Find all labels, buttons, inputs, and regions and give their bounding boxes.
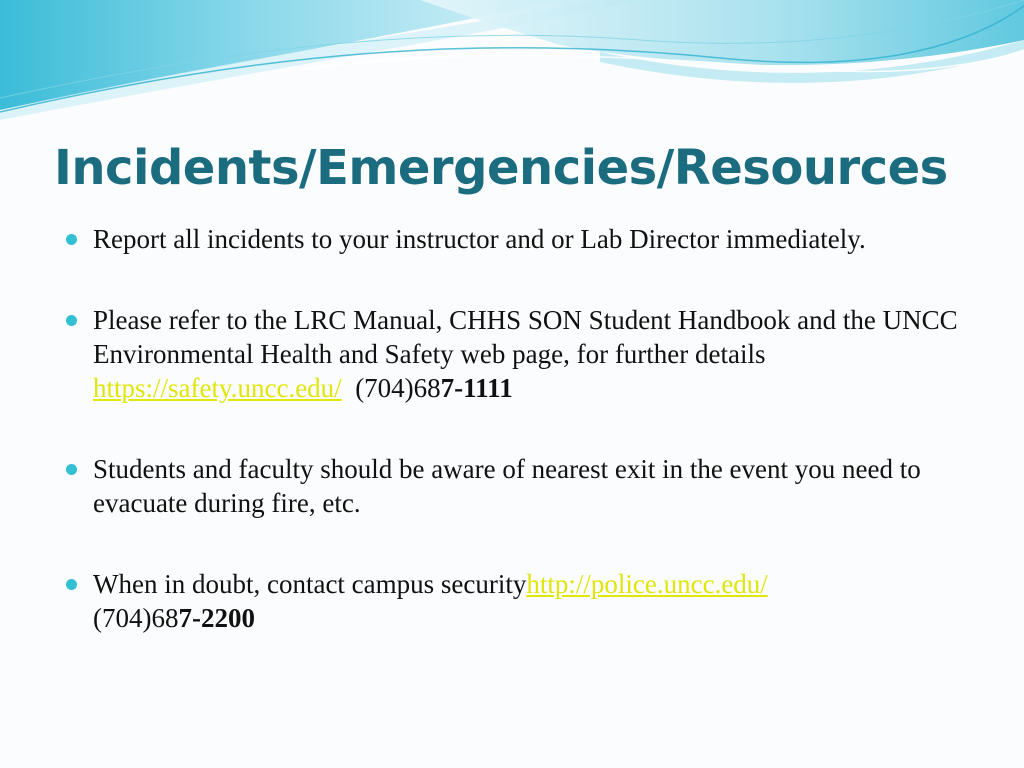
police-phone-prefix: (704)68: [93, 603, 179, 633]
police-website-link[interactable]: http://police.uncc.edu/: [526, 569, 768, 599]
safety-phone-suffix: 7-1111: [440, 373, 513, 403]
bullet-text: Students and faculty should be aware of nearest exit in the event you need to evacuate during fire, etc.: [93, 454, 921, 518]
bullet-text: Please refer to the LRC Manual, CHHS SON Student Handbook and the UNCC Environmental Health and Safety web page, for further details: [93, 305, 958, 369]
bullet-text: When in doubt, contact campus security: [93, 569, 527, 599]
bullet-report-incidents: [66, 222, 966, 256]
safety-website-link[interactable]: https://safety.uncc.edu/: [93, 373, 342, 403]
bullet-list: [66, 222, 966, 635]
bullet-nearest-exit: [66, 452, 966, 520]
safety-phone-prefix: (704)68: [341, 373, 441, 403]
bullet-refer-resources: [66, 303, 966, 405]
slide-title: Incidents/Emergencies/Resources: [54, 140, 948, 196]
decorative-wave-background: [0, 0, 1024, 130]
bullet-text: Report all incidents to your instructor and or Lab Director immediately.: [93, 224, 866, 254]
bullet-campus-security: [66, 567, 966, 635]
police-phone-suffix: 7-2200: [178, 603, 255, 633]
